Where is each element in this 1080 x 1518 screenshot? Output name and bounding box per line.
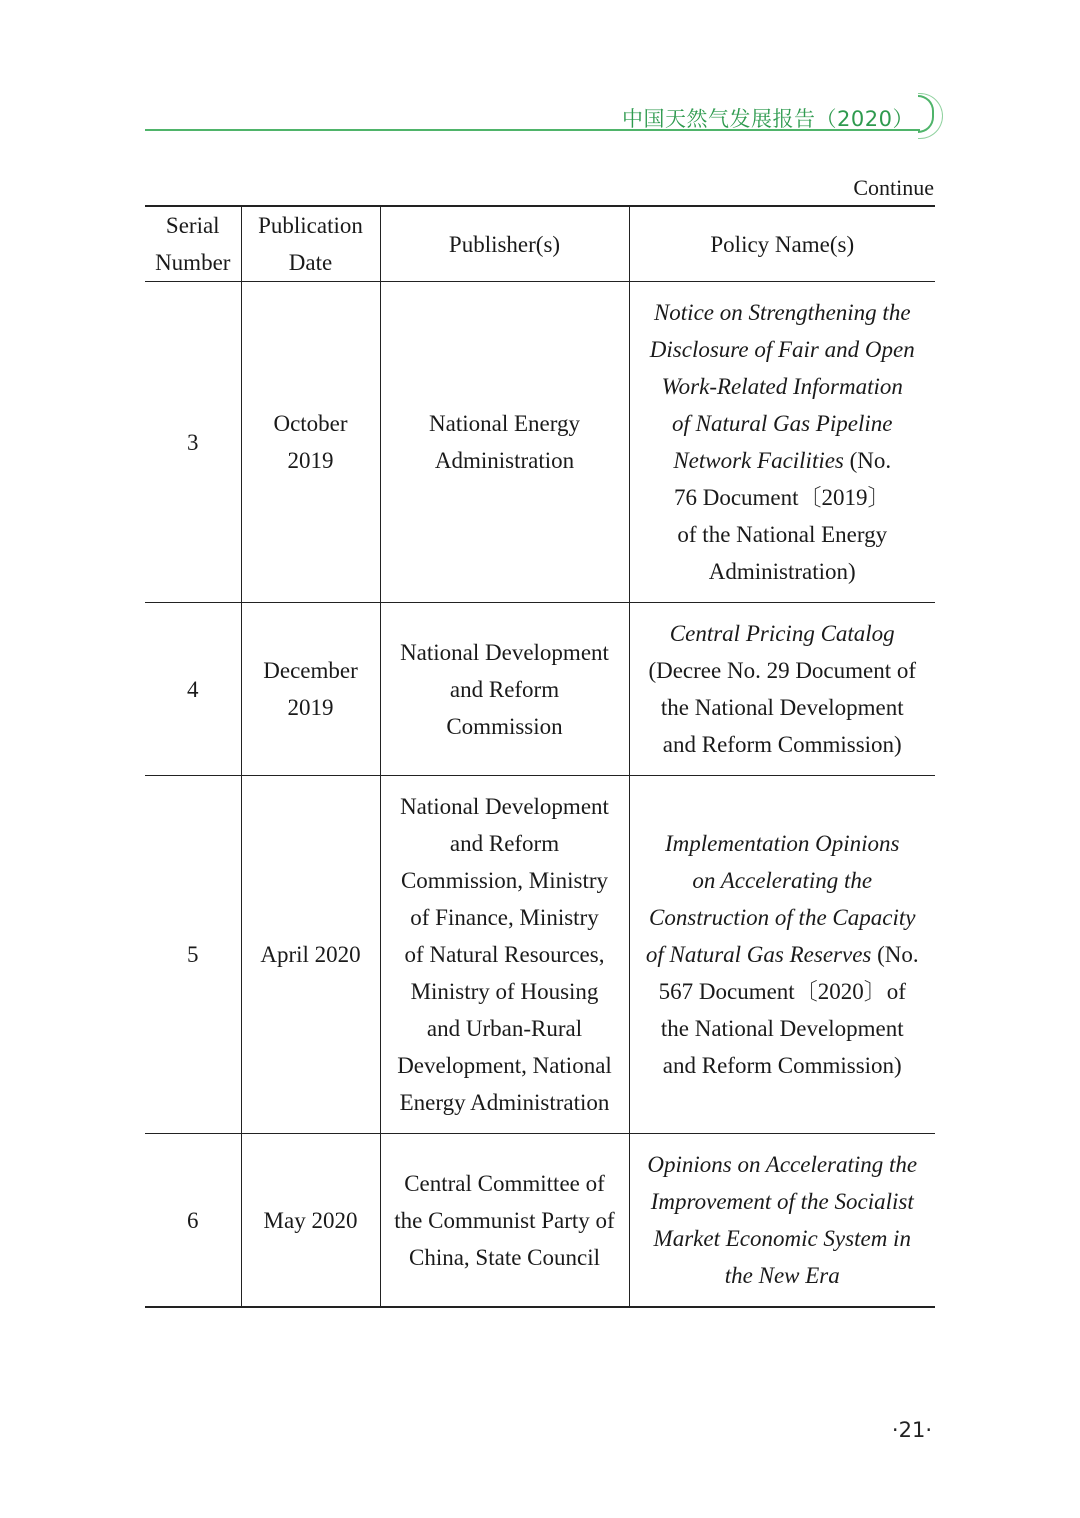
policy-doc-line: 567 Document〔2020〕of xyxy=(658,979,906,1004)
header-arc-decoration-outer xyxy=(918,93,943,139)
column-header-serial: Serial Number xyxy=(155,213,231,275)
policy-line xyxy=(634,899,932,936)
publisher-line: National Development xyxy=(400,794,609,819)
policy-line xyxy=(634,294,932,331)
policy-doc-line: the National Development xyxy=(660,695,904,720)
running-header xyxy=(0,95,1080,145)
policy-title-text: Notice on Strengthening the xyxy=(653,300,911,325)
policy-title-text: Improvement of the Socialist xyxy=(650,1189,914,1214)
policy-title-text: Disclosure of Fair and Open xyxy=(649,337,915,362)
column-header-publisher: Publisher(s) xyxy=(380,206,629,282)
policy-line xyxy=(634,368,932,405)
date-line: May 2020 xyxy=(263,1207,358,1233)
policy-title-text: Work-Related Information xyxy=(661,374,903,399)
header-title: 中国天然气发展报告（2020） xyxy=(622,107,914,131)
publisher-line: National Energy xyxy=(429,411,580,436)
publisher-line: the Communist Party of xyxy=(394,1207,615,1233)
policy-doc-text: (No. xyxy=(843,448,892,473)
policy-line xyxy=(634,331,932,368)
table-row xyxy=(145,603,935,776)
policy-doc-line: the National Development xyxy=(660,1016,904,1041)
serial-cell: 6 xyxy=(187,1207,199,1233)
policy-title-text: Implementation Opinions xyxy=(665,831,900,856)
date-cell xyxy=(241,282,380,603)
policy-line xyxy=(634,1257,932,1294)
policy-doc-line: and Reform Commission) xyxy=(662,1053,902,1078)
policy-line xyxy=(634,615,932,652)
table-row xyxy=(145,1134,935,1308)
table-header-row xyxy=(145,206,935,282)
policy-doc-line: Administration) xyxy=(708,559,856,584)
publisher-line: Administration xyxy=(434,448,575,473)
page-number: ·21· xyxy=(891,1418,932,1442)
publisher-line: Ministry of Housing xyxy=(410,979,599,1004)
publisher-cell xyxy=(380,776,629,1134)
policy-doc-line: 76 Document〔2019〕 xyxy=(673,485,891,510)
publisher-cell xyxy=(380,603,629,776)
policy-title-text: Opinions on Accelerating the xyxy=(647,1152,918,1177)
serial-cell: 3 xyxy=(187,429,199,455)
table-row xyxy=(145,282,935,603)
policy-doc-text: (No. xyxy=(871,942,919,967)
date-line: April 2020 xyxy=(260,942,361,967)
policy-cell xyxy=(629,282,935,603)
policy-doc-line: of the National Energy xyxy=(677,522,888,547)
policy-title-text: of Natural Gas Pipeline xyxy=(672,411,893,436)
policy-line xyxy=(634,442,932,479)
publisher-line: Central Committee of xyxy=(404,1170,605,1196)
date-cell xyxy=(241,776,380,1134)
policy-title-text: on Accelerating the xyxy=(692,868,873,893)
policy-line xyxy=(634,1146,932,1183)
serial-cell: 4 xyxy=(187,676,199,702)
policy-title-text: Market Economic System in xyxy=(653,1226,911,1251)
policy-line xyxy=(634,1183,932,1220)
publisher-line: National Development xyxy=(400,639,609,665)
date-line: December xyxy=(263,658,358,683)
continue-label: Continue xyxy=(853,175,934,200)
date-line: 2019 xyxy=(287,695,334,720)
publisher-line: of Finance, Ministry xyxy=(410,905,599,930)
publisher-line: Energy Administration xyxy=(399,1090,610,1115)
policy-doc-line: and Reform Commission) xyxy=(662,732,902,757)
policy-cell xyxy=(629,1134,935,1308)
table-row xyxy=(145,776,935,1134)
publisher-cell xyxy=(380,1134,629,1308)
serial-cell: 5 xyxy=(187,942,199,967)
publisher-line: and Reform xyxy=(449,831,560,856)
policy-table xyxy=(145,205,935,1308)
date-cell xyxy=(241,1134,380,1308)
policy-title-text: of Natural Gas Reserves xyxy=(645,942,872,967)
policy-line xyxy=(634,825,932,862)
policy-line xyxy=(634,936,932,973)
policy-cell xyxy=(629,603,935,776)
publisher-line: and Urban-Rural xyxy=(426,1016,583,1041)
date-line: 2019 xyxy=(287,448,334,473)
publisher-line: Commission, Ministry xyxy=(400,868,609,893)
date-cell xyxy=(241,603,380,776)
date-line: October xyxy=(273,411,348,436)
policy-title-text: the New Era xyxy=(724,1263,840,1288)
column-header-date: Publication Date xyxy=(241,206,380,282)
policy-title-text: Network Facilities xyxy=(673,448,844,473)
policy-doc-line: (Decree No. 29 Document of xyxy=(648,658,917,683)
publisher-line: Development, National xyxy=(397,1053,612,1078)
policy-title-text: Construction of the Capacity xyxy=(649,905,916,930)
policy-line xyxy=(634,862,932,899)
publisher-line: China, State Council xyxy=(408,1244,600,1270)
column-header-policy: Policy Name(s) xyxy=(629,206,935,282)
publisher-line: Commission xyxy=(446,713,563,739)
policy-line xyxy=(634,405,932,442)
publisher-line: of Natural Resources, xyxy=(404,942,605,967)
publisher-cell xyxy=(380,282,629,603)
policy-cell xyxy=(629,776,935,1134)
publisher-line: and Reform xyxy=(449,676,560,702)
policy-title-text: Central Pricing Catalog xyxy=(669,621,895,646)
policy-line xyxy=(634,1220,932,1257)
